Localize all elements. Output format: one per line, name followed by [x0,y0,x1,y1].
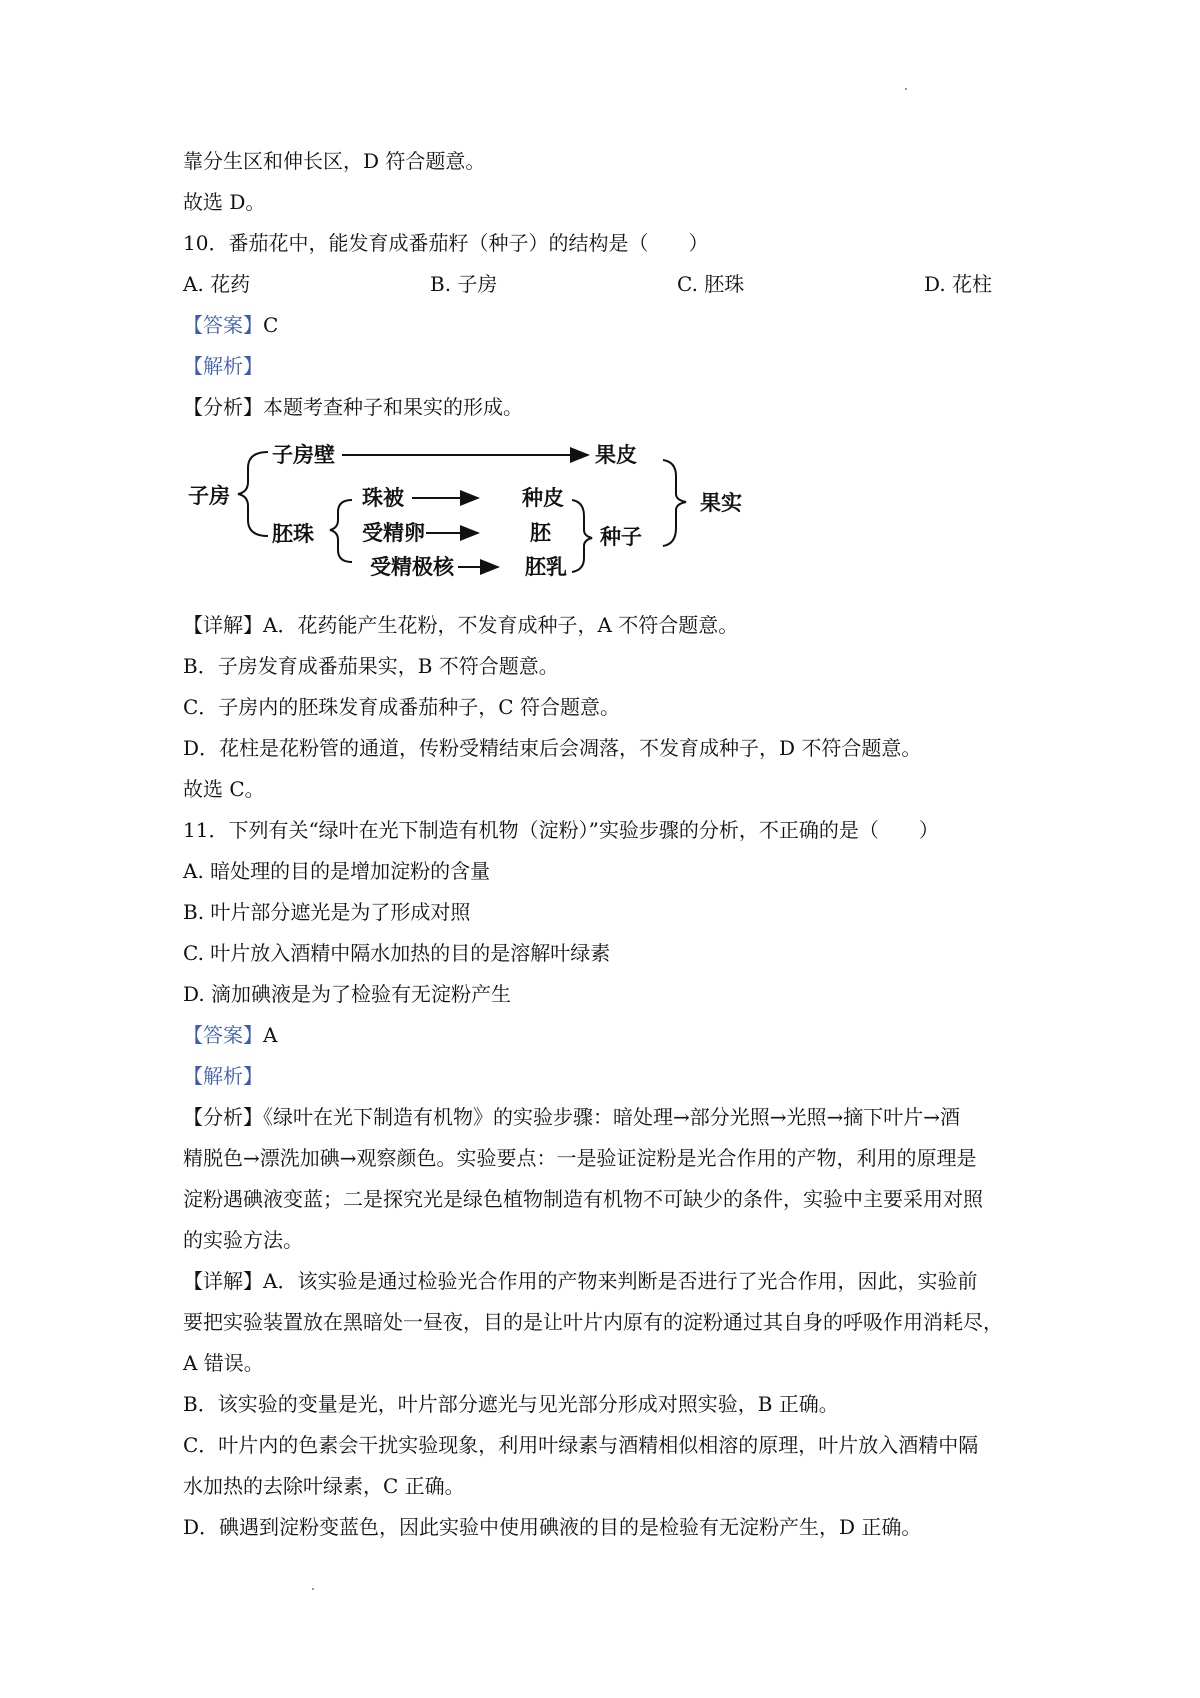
brace-fruit [663,460,686,546]
scan-dot [905,88,907,90]
answer-value: C [263,313,279,337]
label-fertilized-polar: 受精极核 [370,555,454,579]
q10-explain-line [183,352,263,380]
detail-tag: 【详解】 [183,613,263,637]
q10-detail-line [183,611,738,639]
q10-analysis-line [183,393,523,421]
answer-tag: 【答案】 [183,1023,263,1047]
q11-option-d: D. 滴加碘液是为了检验有无淀粉产生 [183,982,512,1006]
text-line: 精脱色→漂洗加碘→观察颜色。实验要点：一是验证淀粉是光合作用的产物，利用的原理是 [183,1146,977,1170]
text-line: C．子房内的胚珠发育成番茄种子，C 符合题意。 [183,695,620,719]
detail-text: A．花药能产生花粉，不发育成种子，A 不符合题意。 [263,613,739,637]
text-line: 的实验方法。 [183,1228,303,1252]
text-line: 故选 C。 [183,777,265,801]
analysis-text: 《绿叶在光下制造有机物》的实验步骤：暗处理→部分光照→光照→摘下叶片→酒 [263,1105,961,1129]
q11-explain-line [183,1062,263,1090]
q10-answer-line [183,311,278,339]
q11-option-c: C. 叶片放入酒精中隔水加热的目的是溶解叶绿素 [183,941,611,965]
brace-ovary [238,452,268,536]
label-seed-coat: 种皮 [522,486,564,510]
label-fertilized-egg: 受精卵 [362,521,425,545]
question-11: 11．下列有关“绿叶在光下制造有机物（淀粉）”实验步骤的分析，不正确的是（ ） [183,818,939,842]
text-line: 靠分生区和伸长区，D 符合题意。 [183,149,486,173]
text-line: 要把实验装置放在黑暗处一昼夜，目的是让叶片内原有的淀粉通过其自身的呼吸作用消耗尽， [183,1310,1003,1334]
q11-analysis-line [183,1103,960,1131]
explain-tag: 【解析】 [183,354,263,378]
q11-option-a: A. 暗处理的目的是增加淀粉的含量 [183,859,491,883]
label-pericarp: 果皮 [595,443,637,467]
text-line: D．花柱是花粉管的通道，传粉受精结束后会凋落，不发育成种子，D 不符合题意。 [183,736,922,760]
text-line: D．碘遇到淀粉变蓝色，因此实验中使用碘液的目的是检验有无淀粉产生，D 正确。 [183,1515,922,1539]
label-endosperm: 胚乳 [525,555,567,579]
q10-option-c: C. 胚珠 [677,272,745,296]
q11-option-b: B. 叶片部分遮光是为了形成对照 [183,900,471,924]
analysis-text: 本题考查种子和果实的形成。 [263,395,523,419]
answer-value: A [263,1023,278,1047]
detail-text: A．该实验是通过检验光合作用的产物来判断是否进行了光合作用，因此，实验前 [263,1269,978,1293]
text-line: A 错误。 [183,1351,264,1375]
q10-option-a: A. 花药 [183,272,251,296]
detail-tag: 【详解】 [183,1269,263,1293]
q11-answer-line [183,1021,277,1049]
explain-tag: 【解析】 [183,1064,263,1088]
text-line: 故选 D。 [183,190,266,214]
label-ovary: 子房 [188,484,230,508]
scan-dot [312,1588,314,1590]
brace-ovule [330,500,352,562]
label-fruit: 果实 [700,491,742,515]
analysis-tag: 【分析】 [183,395,263,419]
label-integument: 珠被 [362,486,404,510]
text-line: 水加热的去除叶绿素，C 正确。 [183,1474,465,1498]
text-line: B．该实验的变量是光，叶片部分遮光与见光部分形成对照实验，B 正确。 [183,1392,839,1416]
answer-tag: 【答案】 [183,313,263,337]
q10-option-b: B. 子房 [430,272,498,296]
label-ovary-wall: 子房壁 [272,443,335,467]
label-seed: 种子 [600,525,642,549]
brace-seed [572,500,592,572]
q10-option-d: D. 花柱 [924,272,993,296]
text-line: B．子房发育成番茄果实，B 不符合题意。 [183,654,559,678]
label-embryo: 胚 [530,521,551,545]
text-line: 淀粉遇碘液变蓝；二是探究光是绿色植物制造有机物不可缺少的条件，实验中主要采用对照 [183,1187,983,1211]
analysis-tag: 【分析】 [183,1105,263,1129]
fruit-formation-diagram [180,440,800,590]
question-10: 10．番茄花中，能发育成番茄籽（种子）的结构是（ ） [183,231,709,255]
text-line: C．叶片内的色素会干扰实验现象，利用叶绿素与酒精相似相溶的原理，叶片放入酒精中隔 [183,1433,979,1457]
label-ovule: 胚珠 [272,522,314,546]
q11-detail-line [183,1267,977,1295]
